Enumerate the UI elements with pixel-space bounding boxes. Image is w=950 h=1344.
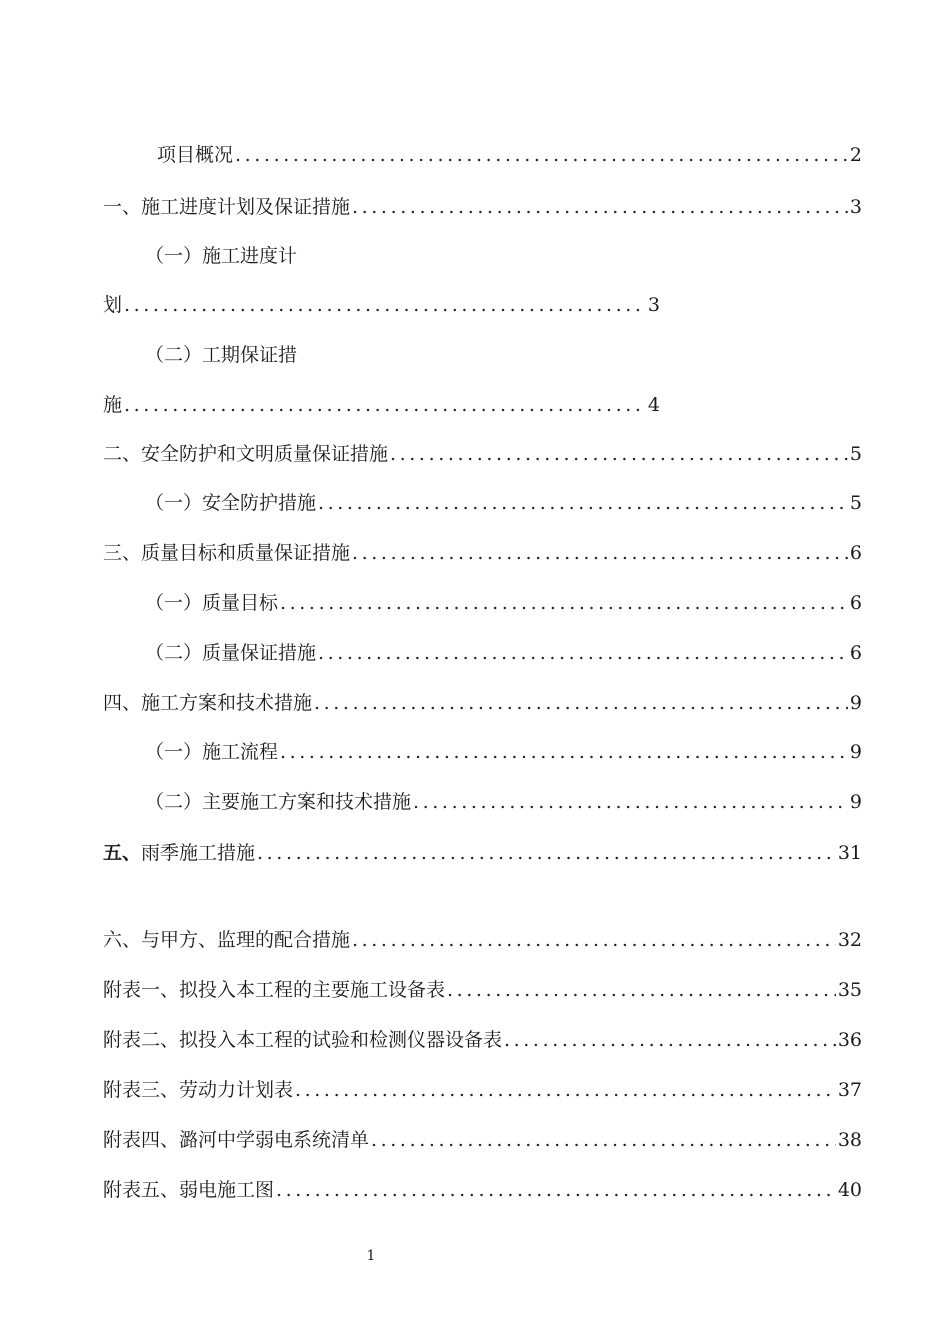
toc-page-number: 5: [849, 443, 862, 465]
toc-entry-appendix-5[interactable]: [103, 1177, 862, 1203]
toc-label: 项目概况: [157, 144, 234, 166]
toc-page-number: 35: [837, 979, 862, 1001]
dot-leader: [314, 690, 848, 716]
dot-leader: [124, 392, 646, 418]
toc-page-number: 31: [837, 842, 862, 864]
toc-page-number: 4: [647, 394, 660, 416]
toc-label: 附表四、潞河中学弱电系统清单: [103, 1129, 370, 1151]
dot-leader: [124, 292, 646, 318]
dot-leader: [318, 640, 848, 666]
toc-label: 雨季施工措施: [141, 842, 256, 864]
toc-label: 附表一、拟投入本工程的主要施工设备表: [103, 979, 446, 1001]
toc-entry-section-3[interactable]: [103, 540, 862, 566]
toc-entry-appendix-1[interactable]: [103, 977, 862, 1003]
toc-entry-section-2[interactable]: [103, 441, 862, 467]
toc-entry-appendix-2[interactable]: [103, 1027, 862, 1053]
dot-leader: [257, 840, 836, 866]
toc-page-number: 2: [849, 144, 862, 166]
dot-leader: [352, 194, 848, 220]
dot-leader: [295, 1077, 836, 1103]
toc-label: 一、施工进度计划及保证措施: [103, 196, 351, 218]
toc-page-number: 40: [837, 1179, 862, 1201]
toc-label: 二、安全防护和文明质量保证措施: [103, 443, 389, 465]
toc-label: （二）质量保证措施: [145, 642, 317, 664]
toc-entry-section-3-1[interactable]: [145, 590, 862, 616]
toc-entry-section-1-1-tail[interactable]: [103, 292, 660, 318]
toc-label: （二）主要施工方案和技术措施: [145, 791, 412, 813]
toc-label-prefix: 五、: [103, 842, 142, 864]
toc-label: （一）安全防护措施: [145, 492, 317, 514]
toc-entry-section-5[interactable]: [103, 840, 862, 866]
toc-entry-section-2-1[interactable]: [145, 490, 862, 516]
toc-entry-section-4-2[interactable]: [145, 789, 862, 815]
toc-entry-section-1-2-tail[interactable]: [103, 392, 660, 418]
dot-leader: [413, 789, 848, 815]
toc-entry-section-4-1[interactable]: [145, 739, 862, 765]
dot-leader: [276, 1177, 836, 1203]
toc-entry-appendix-3[interactable]: [103, 1077, 862, 1103]
dot-leader: [235, 142, 848, 168]
footer-page-number: 1: [366, 1248, 376, 1264]
toc-page-number: 38: [837, 1129, 862, 1151]
dot-leader: [352, 927, 836, 953]
dot-leader: [447, 977, 836, 1003]
toc-label: 四、施工方案和技术措施: [103, 692, 313, 714]
toc-label: 划: [103, 294, 123, 316]
toc-entry-section-4[interactable]: [103, 690, 862, 716]
dot-leader: [352, 540, 848, 566]
dot-leader: [280, 590, 848, 616]
toc-page-number: 3: [647, 294, 660, 316]
toc-entry-section-3-2[interactable]: [145, 640, 862, 666]
dot-leader: [504, 1027, 836, 1053]
toc-entry-appendix-4[interactable]: [103, 1127, 862, 1153]
dot-leader: [318, 490, 848, 516]
toc-page-number: 9: [849, 692, 862, 714]
toc-label: 附表五、弱电施工图: [103, 1179, 275, 1201]
toc-label: （一）质量目标: [145, 592, 279, 614]
toc-label: 三、质量目标和质量保证措施: [103, 542, 351, 564]
toc-label: 附表三、劳动力计划表: [103, 1079, 294, 1101]
toc-page-number: 6: [849, 542, 862, 564]
toc-label: 施: [103, 394, 123, 416]
toc-page-number: 6: [849, 642, 862, 664]
toc-entry-section-1-1-head[interactable]: （一）施工进度计: [145, 245, 298, 267]
toc-entry-overview[interactable]: [157, 142, 862, 168]
toc-page-number: 36: [837, 1029, 862, 1051]
toc-entry-section-1[interactable]: [103, 194, 862, 220]
toc-page-number: 9: [849, 741, 862, 763]
dot-leader: [371, 1127, 836, 1153]
toc-page-number: 37: [837, 1079, 862, 1101]
toc-entry-section-1-2-head[interactable]: （二）工期保证措: [145, 344, 298, 366]
dot-leader: [390, 441, 848, 467]
toc-label: 六、与甲方、监理的配合措施: [103, 929, 351, 951]
toc-page-number: 6: [849, 592, 862, 614]
toc-label: 附表二、拟投入本工程的试验和检测仪器设备表: [103, 1029, 503, 1051]
toc-entry-section-6[interactable]: [103, 927, 862, 953]
toc-page-number: 5: [849, 492, 862, 514]
toc-page-number: 32: [837, 929, 862, 951]
toc-page-number: 3: [849, 196, 862, 218]
toc-label: （一）施工流程: [145, 741, 279, 763]
toc-page-number: 9: [849, 791, 862, 813]
dot-leader: [280, 739, 848, 765]
